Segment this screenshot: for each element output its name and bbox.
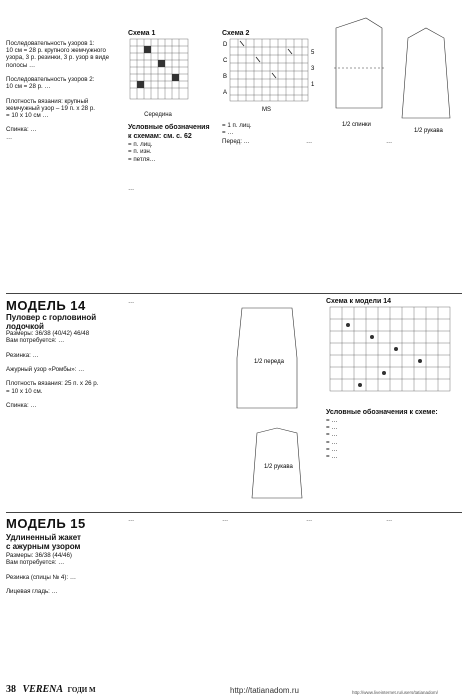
model-14-legend-item: = … bbox=[326, 438, 338, 446]
top-mid-column: … bbox=[128, 185, 135, 192]
model-15-header bbox=[6, 516, 124, 551]
watermark-secondary: http://www.liveinternet.ru/users/tatianadom/ bbox=[352, 690, 439, 695]
chart-1-legend-title: Условные обозначения к схемам: см. с. 62 bbox=[128, 124, 210, 141]
model-15-col-5: … bbox=[386, 516, 393, 523]
model-15-col-4: … bbox=[306, 516, 313, 523]
back-diagram-label: 1/2 спинки bbox=[342, 122, 371, 128]
chart-2-legend-item: = … bbox=[222, 129, 234, 137]
model-15-body: Размеры: 36/38 (44/46) Вам потребуется: … Резинка (спицы № 4): … Лицевая гладь: … bbox=[6, 552, 77, 596]
garment-diagrams-top bbox=[326, 8, 462, 138]
chart-2-row-number: 5 bbox=[311, 50, 315, 56]
sleeve-diagram-label: 1/2 рукава bbox=[264, 464, 293, 470]
chart-1-legend-item: = п. изн. bbox=[128, 148, 152, 156]
model-14-legend-title: Условные обозначения к схеме: bbox=[326, 409, 438, 416]
model-14-body: Размеры: 36/38 (40/42) 46/48 Вам потребуется: … Резинка: … Ажурный узор «Ромбы»: … Плотность вязания: 25 п. x 26 р. = 10 x 10 см. Спинка: … bbox=[6, 330, 99, 410]
model-14-col-2: … bbox=[128, 298, 135, 305]
model-14-chart-grid bbox=[326, 305, 462, 397]
chart-2-row-label: C bbox=[223, 58, 228, 64]
model-14-legend-item: = … bbox=[326, 417, 338, 424]
model-14-legend-item: = … bbox=[326, 424, 338, 432]
model-14-chart bbox=[326, 298, 462, 460]
chart-1 bbox=[128, 30, 218, 180]
chart-2-ms-label: MS bbox=[262, 107, 271, 113]
chart-2-row-label: B bbox=[223, 74, 228, 80]
brand-logo: VERENA bbox=[22, 684, 64, 695]
chart-2-title: Схема 2 bbox=[222, 30, 250, 37]
chart-2 bbox=[222, 30, 324, 135]
model-15-title: МОДЕЛЬ 15 bbox=[6, 516, 86, 531]
page-footer bbox=[6, 684, 96, 695]
chart-1-grid bbox=[128, 37, 218, 107]
model-14-legend-item: = … bbox=[326, 453, 338, 461]
brand-suffix: ГОДИ М bbox=[67, 686, 96, 694]
watermark: http://tatianadom.ru bbox=[230, 686, 299, 695]
model-14-subtitle: Пуловер с горловиной лодочкой bbox=[6, 313, 97, 331]
model-15-col-2: … bbox=[128, 516, 135, 523]
chart-1-legend-item: = п. лиц. bbox=[128, 141, 153, 149]
model-14-chart-title: Схема к модели 14 bbox=[326, 298, 392, 305]
chart-2-row-number: 3 bbox=[311, 66, 315, 72]
chart-2-grid bbox=[222, 37, 324, 117]
model-14-legend-item: = … bbox=[326, 431, 338, 439]
top-col-4: … bbox=[306, 138, 313, 145]
model-14-legend-item: = … bbox=[326, 445, 338, 453]
model-15-subtitle: Удлиненный жакет с ажурным узором bbox=[6, 533, 81, 551]
top-left-column: Последовательность узоров 1: 10 см = 28 р. крупного жемчужного узора, 3 р. резинки, 3 р. узор в виде полосы … Последовательность узоров 2: 10 см = 28 р. … Плотность вязания: крупный жемчужный узор – 19 п. x 28 р. = 10 x 10 см … Спинка: … … bbox=[6, 40, 110, 141]
model-14-diagrams bbox=[222, 298, 322, 508]
chart-1-label: Середина bbox=[144, 112, 172, 118]
top-col-3: Перед: … bbox=[222, 138, 250, 145]
sleeve-diagram-label: 1/2 рукава bbox=[414, 128, 443, 134]
chart-2-legend-item: = 1 п. лиц. bbox=[222, 122, 252, 129]
chart-2-row-label: A bbox=[223, 90, 228, 96]
chart-2-row-label: D bbox=[223, 42, 228, 48]
model-15-col-3: … bbox=[222, 516, 229, 523]
page-number: 38 bbox=[6, 684, 16, 695]
section-divider bbox=[6, 512, 462, 513]
section-divider bbox=[6, 293, 462, 294]
chart-1-title: Схема 1 bbox=[128, 30, 156, 37]
chart-1-legend-item: = петля… bbox=[128, 155, 156, 163]
model-14-title: МОДЕЛЬ 14 bbox=[6, 298, 86, 313]
top-col-5: … bbox=[386, 138, 393, 145]
chart-2-row-number: 1 bbox=[311, 82, 315, 88]
model-14-header bbox=[6, 298, 124, 331]
front-diagram-label: 1/2 переда bbox=[254, 359, 284, 365]
